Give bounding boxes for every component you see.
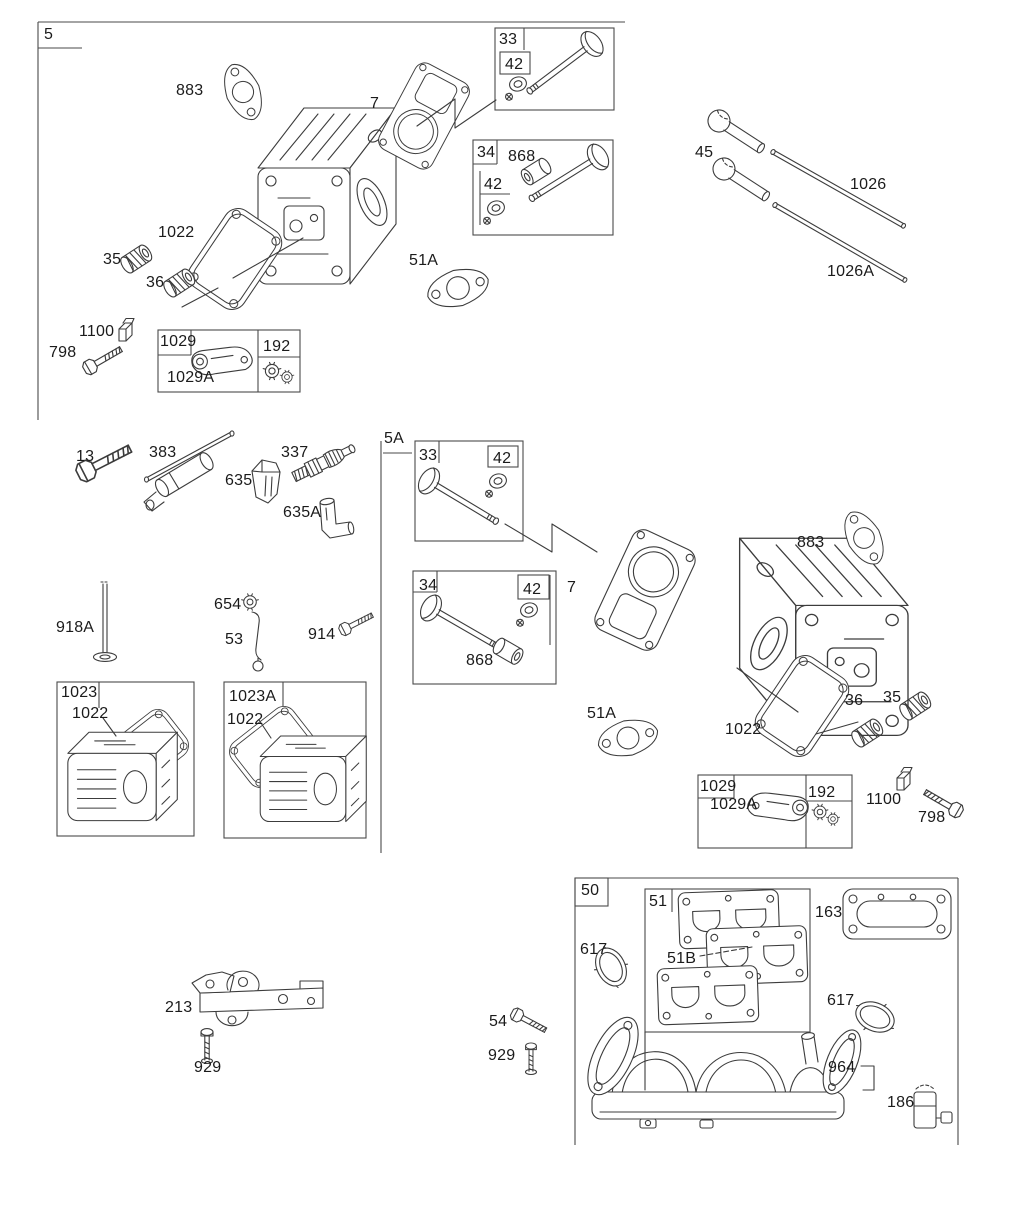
guide-clip-1100-5a	[897, 768, 912, 791]
callout-33-5a: 33	[419, 447, 438, 464]
callout-35-5a: 35	[883, 689, 902, 706]
exhaust-manifold	[578, 1010, 869, 1128]
callout-1022-box1023a: 1022	[227, 711, 264, 728]
screw-54	[509, 1007, 549, 1036]
callout-13: 13	[76, 448, 95, 465]
callout-798-s5: 798	[49, 344, 77, 361]
callout-34-s5: 34	[477, 144, 496, 161]
callout-883-s5: 883	[176, 82, 204, 99]
callout-617-right: 617	[827, 992, 855, 1009]
callout-798-5a: 798	[918, 809, 946, 826]
valve-rod-918a	[94, 582, 117, 661]
callout-1022-s5: 1022	[158, 224, 195, 241]
section-5a-border	[381, 441, 412, 853]
head-gasket-7-5a	[591, 526, 699, 654]
callout-929-s50: 929	[488, 1047, 516, 1064]
callout-42-5a-box33: 42	[493, 450, 512, 467]
callout-868-5a: 868	[466, 652, 494, 669]
callout-1029a-5a: 1029A	[710, 796, 758, 813]
callout-1029-s5: 1029	[160, 333, 197, 350]
exhaust-gasket-51a-s5	[423, 262, 493, 314]
valve-33-5a	[414, 464, 510, 534]
callout-36-s5: 36	[146, 274, 165, 291]
wire-link-53	[252, 612, 263, 671]
screw-929-s50	[526, 1043, 537, 1075]
section-50-label: 50	[581, 882, 600, 899]
cap-186	[914, 1085, 952, 1128]
callout-54: 54	[489, 1013, 508, 1030]
callout-7-s5: 7	[370, 95, 380, 112]
callout-34-5a: 34	[419, 577, 438, 594]
plug-boot-635	[252, 460, 280, 503]
callout-1026: 1026	[850, 176, 887, 193]
plug-wrench-383	[144, 431, 234, 511]
callout-163: 163	[815, 904, 843, 921]
breather-35-s5	[118, 243, 154, 275]
section-5a-label: 5A	[384, 430, 404, 447]
callout-33-s5: 33	[499, 31, 518, 48]
guide-clip-1100-s5	[119, 319, 134, 342]
callout-186: 186	[887, 1094, 915, 1111]
callout-1100-5a: 1100	[866, 791, 902, 808]
clamp-964	[861, 1066, 874, 1090]
callout-635: 635	[225, 472, 253, 489]
section-5-label: 5	[44, 26, 54, 43]
manifold-gasket-51-c	[657, 966, 759, 1025]
callout-964: 964	[828, 1059, 856, 1076]
callout-635a: 635A	[283, 504, 322, 521]
plug-boot-635a	[320, 497, 355, 538]
screw-914	[337, 610, 375, 637]
nuts-192-5a	[812, 804, 840, 825]
callout-868-s5: 868	[508, 148, 536, 165]
callout-617-left: 617	[580, 941, 608, 958]
callout-883-5a: 883	[797, 534, 825, 551]
callout-1029-5a: 1029	[700, 778, 737, 795]
callout-tab-lines	[99, 28, 852, 912]
gasket-163	[843, 889, 951, 939]
callout-1100-s5: 1100	[79, 323, 115, 340]
nuts-192-s5	[263, 362, 294, 383]
callout-42-s5-box34: 42	[484, 176, 503, 193]
callout-192-s5: 192	[263, 338, 291, 355]
bracket-213	[192, 971, 323, 1026]
callout-1023: 1023	[61, 684, 98, 701]
callout-1022-5a: 1022	[725, 721, 762, 738]
callout-51b: 51B	[667, 950, 697, 967]
bolt-798-s5	[81, 343, 125, 376]
callout-45: 45	[695, 144, 714, 161]
callout-337: 337	[281, 444, 309, 461]
callout-42-5a-box34: 42	[523, 581, 542, 598]
callout-51a-s5: 51A	[409, 252, 439, 269]
callout-914: 914	[308, 626, 336, 643]
callout-1026a: 1026A	[827, 263, 875, 280]
callout-383: 383	[149, 444, 177, 461]
callout-36-5a: 36	[845, 692, 864, 709]
callout-7-5a: 7	[567, 579, 577, 596]
callout-654: 654	[214, 596, 242, 613]
callout-51a-5a: 51A	[587, 705, 617, 722]
callout-213: 213	[165, 999, 193, 1016]
callout-42-s5-box33: 42	[505, 56, 524, 73]
callout-918a: 918A	[56, 619, 95, 636]
tappets-45	[704, 106, 774, 207]
callout-53: 53	[225, 631, 244, 648]
callout-1022-box1023: 1022	[72, 705, 109, 722]
nut-654	[242, 594, 259, 610]
callout-35-s5: 35	[103, 251, 122, 268]
callout-51: 51	[649, 893, 668, 910]
callout-929-bottom-left: 929	[194, 1059, 222, 1076]
callout-192-5a: 192	[808, 784, 836, 801]
cylinder-head-s5	[258, 108, 396, 284]
callout-1029a-s5: 1029A	[167, 369, 215, 386]
callout-1023a: 1023A	[229, 688, 277, 705]
gasket-883-s5	[216, 58, 270, 125]
